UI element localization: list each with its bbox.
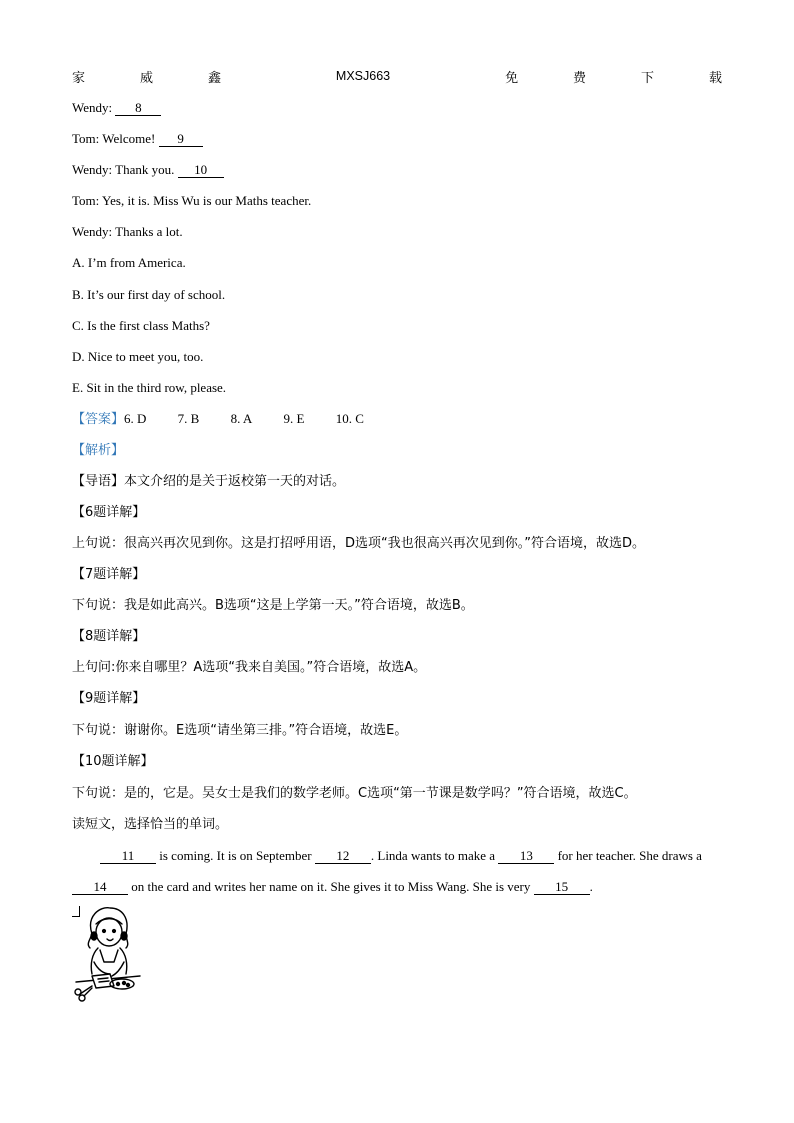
option-b: B. It’s our first day of school. [72, 287, 226, 302]
speaker: Wendy: [72, 224, 113, 239]
option-a: A. I’m from America. [72, 255, 186, 270]
blank-number: 14 [72, 879, 128, 895]
answer-item: 7. B [177, 411, 200, 426]
dialogue-line [72, 223, 183, 241]
dialogue-text: Welcome! [102, 131, 156, 146]
blank-number: 9 [159, 131, 203, 147]
blank-number: 11 [100, 848, 156, 864]
detail-body: 上句问:你来自哪里？A选项“我来自美国。”符合语境，故选A。 [72, 660, 427, 675]
header-char: 鑫 [207, 70, 221, 86]
header-char: 载 [708, 70, 722, 86]
dialogue-text: Thank you. [115, 162, 175, 177]
analysis-label: 【解析】 [72, 443, 125, 458]
passage-text: . [589, 879, 593, 894]
dialogue-text: Thanks a lot. [115, 224, 183, 239]
blank-number: 12 [315, 848, 371, 864]
passage-text: for her teacher. She draws a [557, 848, 702, 863]
answer-label: 【答案】 [72, 412, 125, 427]
detail-title: 【9题详解】 [72, 691, 146, 706]
detail-title: 【7题详解】 [72, 567, 146, 582]
option-c: C. Is the first class Maths? [72, 318, 210, 333]
speaker: Tom: [72, 193, 100, 208]
dialogue-line [72, 192, 311, 210]
dialogue-line [72, 99, 161, 117]
answer-item: 10. C [335, 411, 364, 426]
answer-line [72, 410, 364, 429]
guide-text: 【导语】本文介绍的是关于返校第一天的对话。 [72, 474, 346, 489]
answer-item: 6. D [124, 411, 147, 426]
detail-title: 【6题详解】 [72, 505, 146, 520]
detail-title: 【10题详解】 [72, 754, 154, 769]
passage [72, 840, 724, 902]
detail-body: 下句说：我是如此高兴。B选项“这是上学第一天。”符合语境，故选B。 [72, 598, 474, 613]
blank-number: 13 [498, 848, 554, 864]
detail-title: 【8题详解】 [72, 629, 146, 644]
answer-item: 8. A [230, 411, 253, 426]
speaker: Wendy: [72, 162, 113, 177]
blank-number: 8 [115, 100, 161, 116]
header-char: 免 [505, 70, 519, 86]
header-char: 家 [72, 70, 86, 86]
dialogue-text: Yes, it is. Miss Wu is our Maths teacher. [102, 193, 312, 208]
instruction-text: 读短文，选择恰当的单词。 [72, 817, 229, 832]
detail-body: 下句说：谢谢你。E选项“请坐第三排。”符合语境，故选E。 [72, 723, 408, 738]
passage-text: is coming. It is on September [159, 848, 312, 863]
passage-text: . Linda wants to make a [370, 848, 496, 863]
blank-number: 15 [534, 879, 590, 895]
page-header [72, 66, 722, 86]
header-char: 费 [573, 70, 587, 86]
option-e: E. Sit in the third row, please. [72, 380, 227, 395]
header-code: MXSJ663 [335, 69, 391, 83]
girl-drawing-card-illustration [70, 904, 144, 1002]
passage-text: on the card and writes her name on it. She gives it to Miss Wang. She is very [131, 879, 531, 894]
header-char: 威 [139, 70, 153, 86]
detail-body: 上句说：很高兴再次见到你。这是打招呼用语，D选项“我也很高兴再次见到你。”符合语境，故选D。 [72, 536, 645, 551]
speaker: Tom: [72, 131, 100, 146]
detail-body: 下句说：是的，它是。吴女士是我们的数学老师。C选项“第一节课是数学吗？”符合语境，故选C。 [72, 786, 637, 801]
speaker: Wendy: [72, 100, 113, 115]
blank-number: 10 [178, 162, 224, 178]
header-char: 下 [641, 70, 655, 86]
dialogue-line [72, 130, 203, 148]
dialogue-line [72, 161, 224, 179]
option-d: D. Nice to meet you, too. [72, 349, 204, 364]
answer-item: 9. E [283, 411, 305, 426]
